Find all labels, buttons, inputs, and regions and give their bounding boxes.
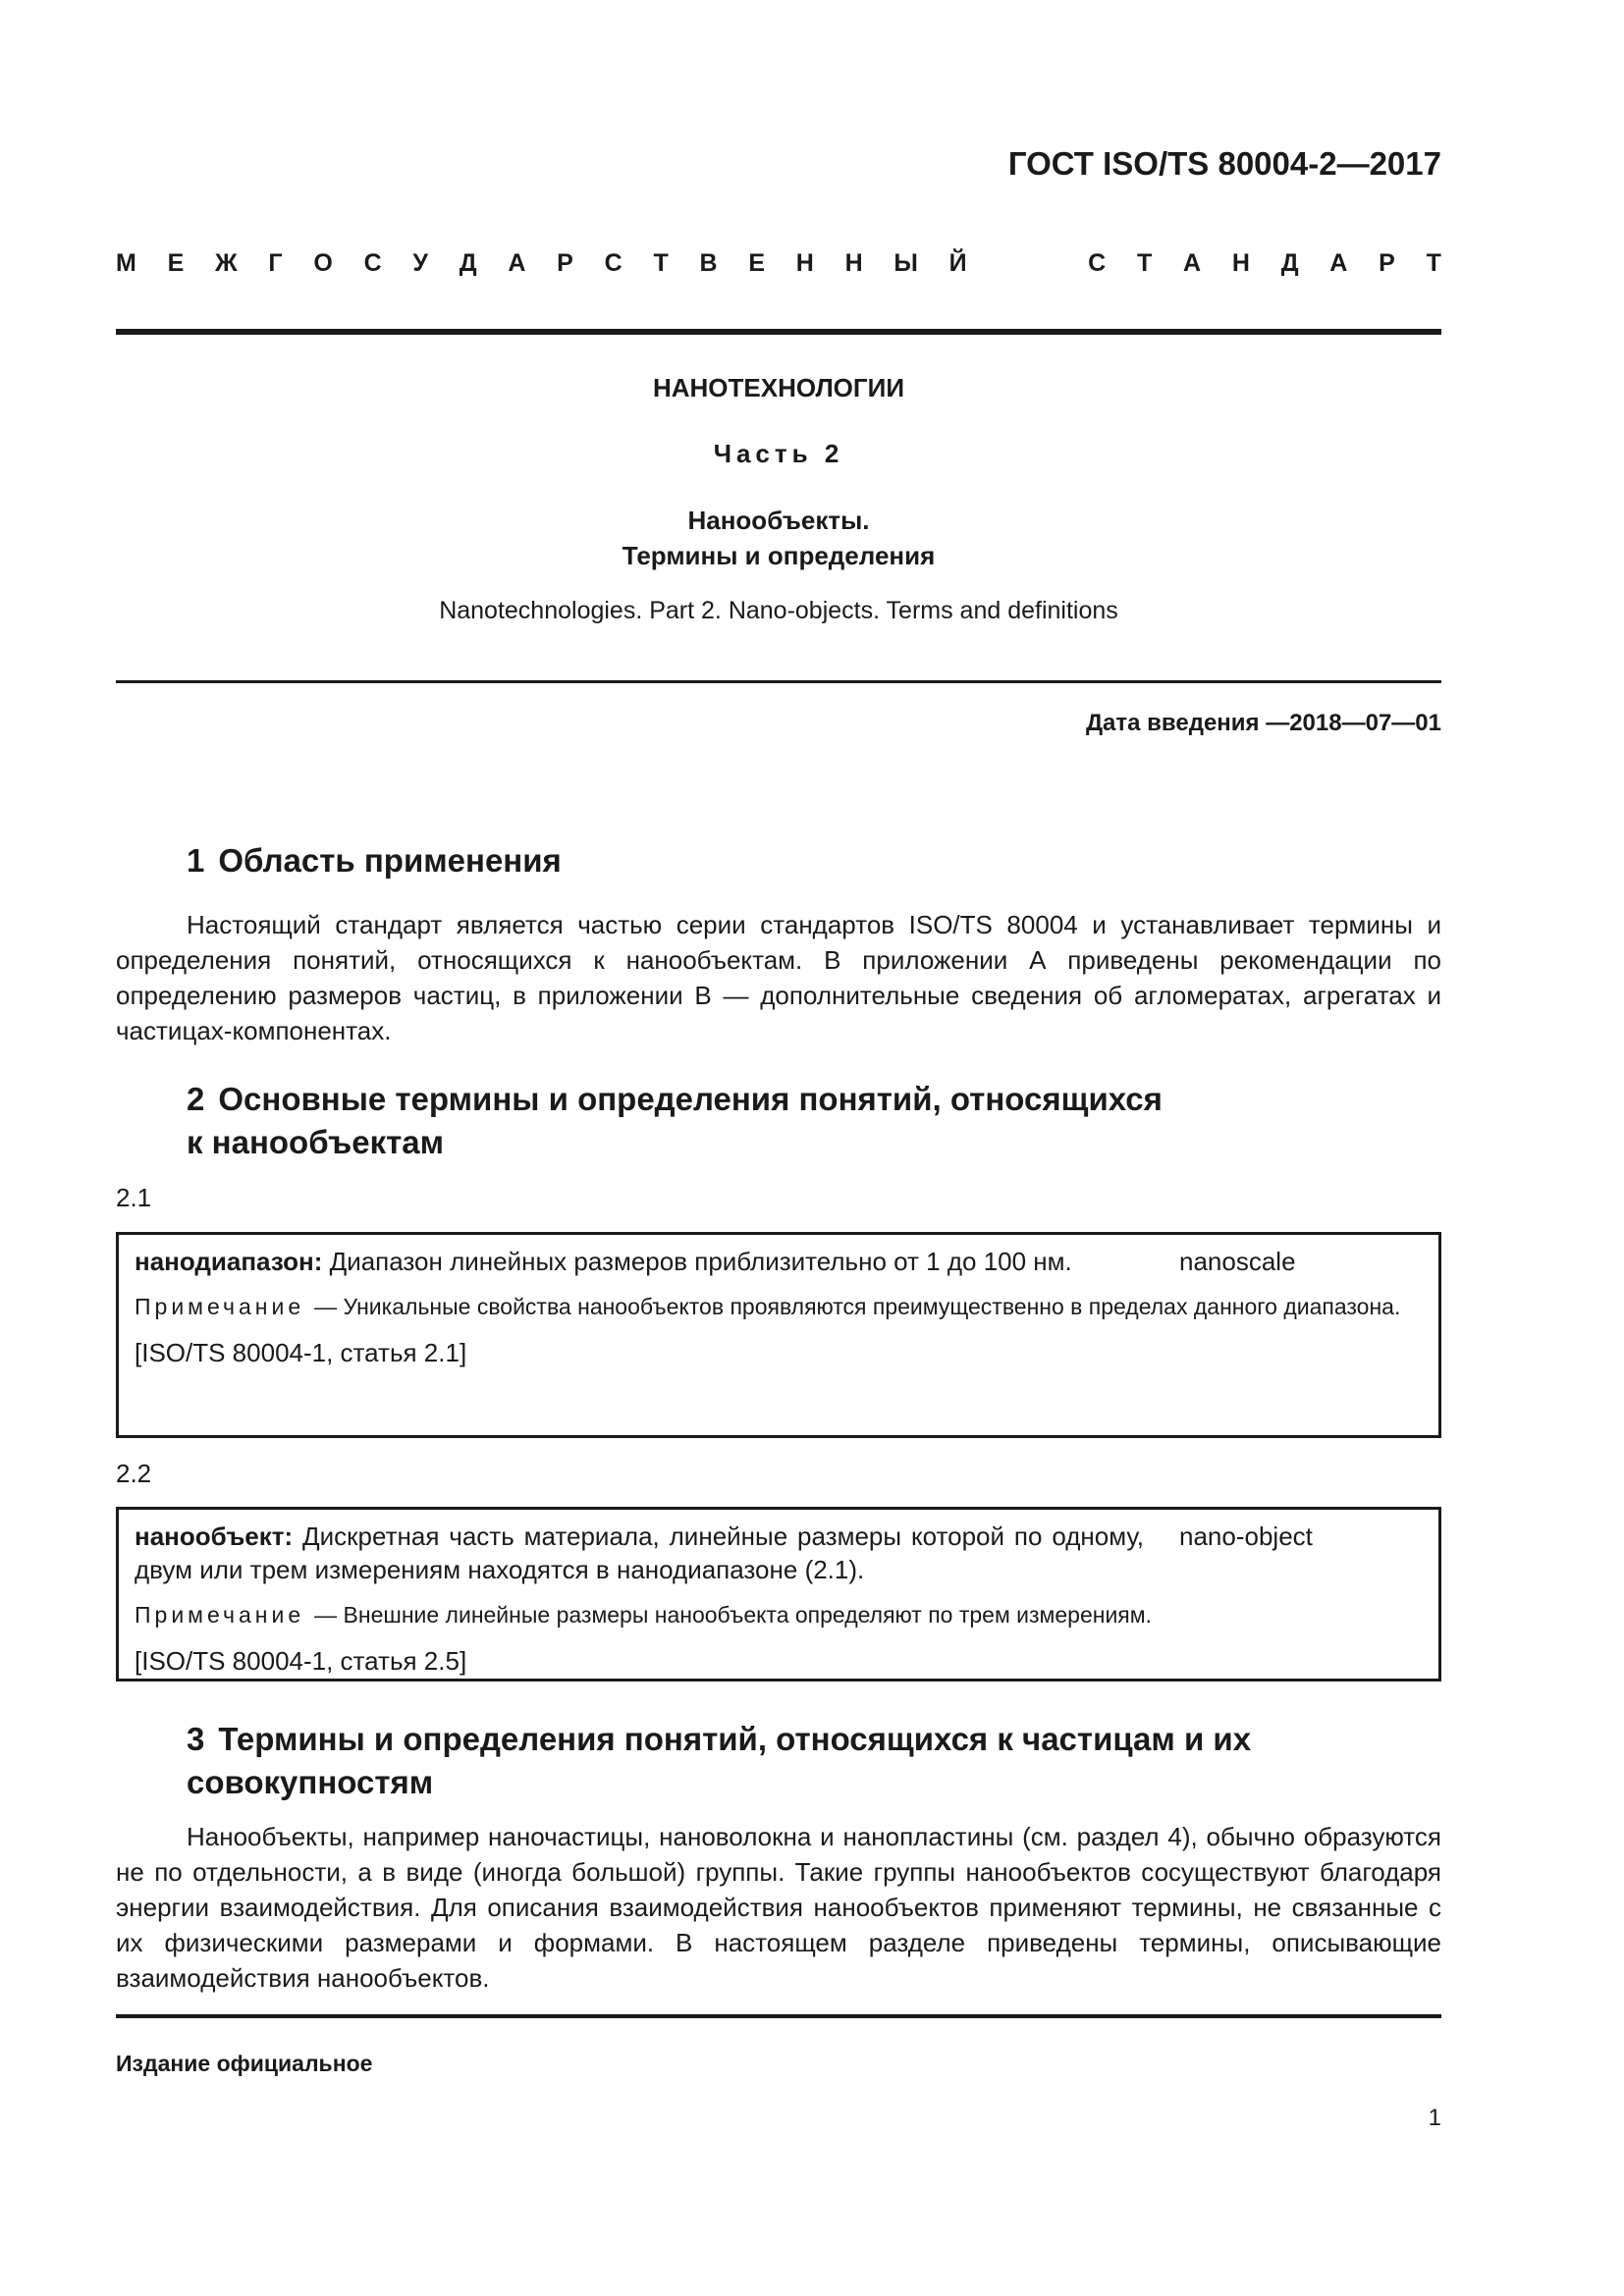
banner-letter: А	[508, 249, 526, 277]
banner-letter: Е	[167, 249, 185, 277]
section-3-heading	[187, 1718, 1251, 1804]
banner-letter: Т	[1137, 249, 1153, 277]
term-note	[135, 1292, 1425, 1322]
term-box-nanoscale	[116, 1232, 1441, 1438]
term-source: [ISO/TS 80004-1, статья 2.1]	[135, 1338, 467, 1367]
header-thick-rule	[116, 329, 1441, 335]
banner-letter: В	[699, 249, 718, 277]
footer-rule	[116, 2014, 1441, 2018]
banner-letter: С	[1088, 249, 1107, 277]
term-source: [ISO/TS 80004-1, статья 2.5]	[135, 1646, 467, 1676]
banner-letter: Д	[1280, 249, 1299, 277]
banner-letter: Т	[653, 249, 669, 277]
section-title: Область применения	[218, 842, 562, 879]
page-number: 1	[1428, 2105, 1441, 2131]
banner-letter: Д	[459, 249, 477, 277]
term-english: nano-object	[1179, 1522, 1313, 1551]
section-title-line2: к нанообъектам	[187, 1124, 445, 1160]
banner-letter: Р	[1379, 249, 1395, 277]
section-number: 1	[187, 842, 205, 879]
banner-letter: Й	[948, 249, 967, 277]
note-label: Примечание	[135, 1294, 305, 1319]
banner-letter: Ы	[893, 249, 918, 277]
term-english: nanoscale	[1179, 1247, 1296, 1276]
banner-letter: Н	[795, 249, 814, 277]
official-edition-label: Издание официальное	[116, 2051, 373, 2076]
section-1-heading	[187, 839, 562, 882]
term-number: 2.2	[116, 1459, 152, 1488]
section-number: 2	[187, 1081, 205, 1117]
section-title-line2: совокупностям	[187, 1764, 434, 1800]
term-box-nano-object	[116, 1507, 1441, 1682]
note-text: — Уникальные свойства нанообъектов проявляются преимущественно в пределах данного диапазона.	[314, 1294, 1401, 1319]
banner-letter: Н	[1231, 249, 1250, 277]
term-name: нанодиапазон:	[135, 1247, 323, 1276]
banner-letter: Т	[1426, 249, 1441, 277]
document-code: ГОСТ ISO/TS 80004-2—2017	[1007, 145, 1441, 182]
banner-letter: С	[363, 249, 382, 277]
banner-letter: Ж	[215, 249, 238, 277]
section-2-heading	[187, 1078, 1163, 1164]
banner-letter: У	[412, 249, 428, 277]
introduction-date: Дата введения —2018—07—01	[1085, 710, 1441, 736]
note-label: Примечание	[135, 1602, 305, 1628]
term-definition	[135, 1245, 1144, 1278]
banner-letter: С	[604, 249, 623, 277]
definition-text: Дискретная часть материала, линейные размеры которой по одному, двум или трем измерениям находятся в нанодиапазоне (2.1).	[135, 1522, 1144, 1584]
note-text: — Внешние линейные размеры нанообъекта определяют по трем измерениям.	[314, 1602, 1152, 1628]
banner-letter: М	[116, 249, 136, 277]
document-subtitle	[116, 503, 1441, 573]
term-name: нанообъект:	[135, 1522, 294, 1551]
term-definition-row	[135, 1520, 1425, 1586]
banner-word-gap	[998, 249, 1056, 278]
section-title: Термины и определения понятий, относящихся к частицам и их	[218, 1721, 1252, 1757]
banner-letter: Н	[844, 249, 863, 277]
title-rule	[116, 680, 1441, 683]
section-1-paragraph: Настоящий стандарт является частью серии стандартов ISO/TS 80004 и устанавливает термины и определения понятий, относящихся к нанообъектам. В приложении А приведены рекомендации по определению размеров частиц, в приложении В — дополнительные сведения об агломератах, агрегатах и частицах-компонентах.	[116, 910, 1441, 1045]
section-3-paragraph: Нанообъекты, например наночастицы, нановолокна и нанопластины (см. раздел 4), обычно образуются не по отдельности, а в виде (иногда большой) группы. Такие группы нанообъектов сосуществуют благодаря энергии взаимодействия. Для описания взаимодействия нанообъектов применяют термины, не связанные с их физическими размерами и формами. В настоящем разделе приведены термины, описывающие взаимодействия нанообъектов.	[116, 1822, 1441, 1993]
banner-letter: Р	[557, 249, 573, 277]
term-note	[135, 1600, 1425, 1630]
term-definition-row	[135, 1245, 1425, 1278]
banner-letter: А	[1183, 249, 1202, 277]
banner-letter: О	[313, 249, 333, 277]
banner-letter: Г	[268, 249, 283, 277]
document-title: НАНОТЕХНОЛОГИИ	[652, 373, 905, 402]
section-number: 3	[187, 1721, 205, 1757]
part-label: Часть 2	[713, 439, 844, 468]
subtitle-line: Нанообъекты.	[687, 506, 870, 535]
definition-text: Диапазон линейных размеров приблизительно от 1 до 100 нм.	[329, 1247, 1072, 1276]
banner-letter: А	[1329, 249, 1348, 277]
banner-letter: Е	[748, 249, 765, 277]
term-definition	[135, 1520, 1144, 1586]
section-title: Основные термины и определения понятий, относящихся	[218, 1081, 1163, 1117]
english-title: Nanotechnologies. Part 2. Nano-objects. Terms and definitions	[439, 597, 1118, 624]
term-number: 2.1	[116, 1183, 152, 1212]
interstate-standard-banner	[116, 249, 1441, 278]
subtitle-line: Термины и определения	[622, 541, 936, 570]
